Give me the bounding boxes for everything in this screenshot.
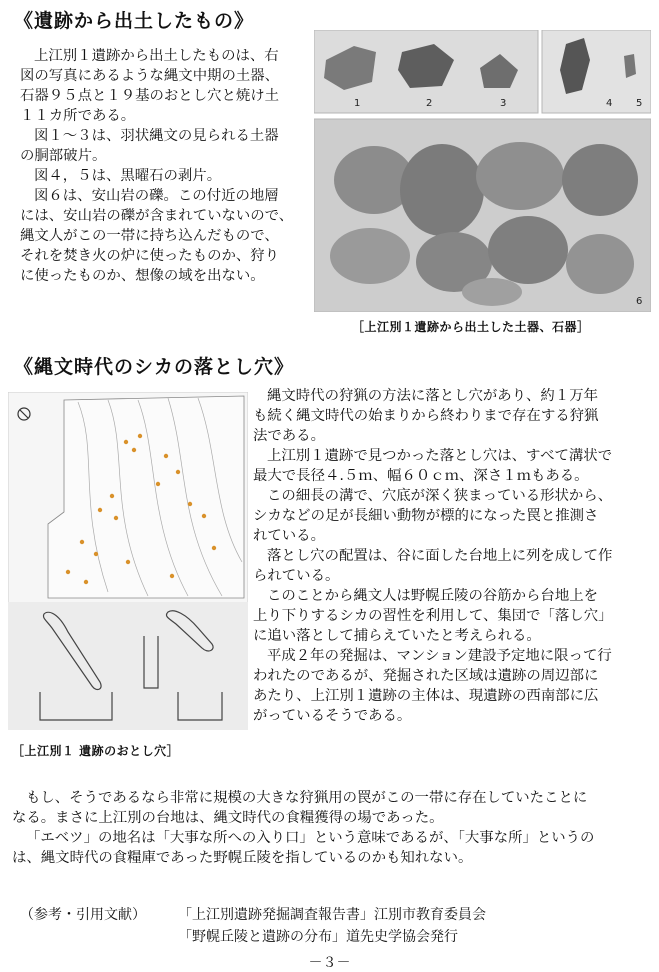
text-line: なる。まさに上江別の台地は、縄文時代の食糧獲得の場であった。 [12, 810, 444, 826]
text-line: われたのであるが、発掘された区域は遺跡の周辺部に [253, 668, 599, 684]
photo-number: 3 [500, 98, 507, 109]
text-line: それを焚き火の炉に使ったものか、狩り [20, 248, 280, 264]
page-number: －３－ [308, 955, 351, 971]
reference-item: 「上江別遺跡発掘調査報告書」江別市教育委員会 [178, 907, 486, 923]
reference-item: 「野幌丘陵と遺跡の分布」道先史学協会発行 [178, 929, 458, 945]
text-line: 最大で長径４.５ｍ、幅６０ｃｍ、深さ１ｍもある。 [253, 468, 589, 484]
references-label: （参考・引用文献） [20, 907, 146, 923]
map-caption: ［上江別１ 遺跡のおとし穴］ [12, 744, 180, 758]
photo-number: 5 [636, 98, 643, 109]
pebble-image [476, 142, 564, 210]
pebble-image [462, 278, 522, 306]
text-line: も続く縄文時代の始まりから終わりまで存在する狩猟 [253, 408, 599, 424]
photo-caption: ［上江別１遺跡から出土した土器、石器］ [352, 320, 590, 334]
pitfall-text [253, 386, 653, 726]
pebble-image [566, 234, 634, 294]
text-line: 図１～３は、羽状縄文の見られる土器 [34, 128, 279, 144]
text-line: 縄文時代の狩猟の方法に落とし穴があり、約１万年 [267, 388, 598, 404]
text-line: 上江別１遺跡で見つかった落とし穴は、すべて溝状で [267, 448, 613, 464]
section-heading-pitfall: 《縄文時代のシカの落とし穴》 [14, 356, 295, 378]
text-line: 縄文人がこの一帯に持ち込んだもので、 [20, 228, 279, 244]
text-line: 落とし穴の配置は、谷に面した台地上に列を成して作 [267, 548, 613, 564]
pebble-image [330, 228, 410, 284]
text-line: れている。 [253, 528, 325, 544]
text-line: 図４，５は、黒曜石の剥片。 [34, 168, 222, 184]
text-line: このことから縄文人は野幌丘陵の谷筋から台地上を [267, 588, 598, 604]
text-line: 平成２年の発掘は、マンション建設予定地に限って行 [267, 648, 612, 664]
section-heading-artifacts: 《遺跡から出土したもの》 [14, 10, 255, 32]
obsidian-5-image [624, 54, 636, 78]
photo-number: 1 [354, 98, 361, 109]
text-line: の胴部破片。 [20, 148, 107, 164]
pebble-image [400, 144, 484, 236]
text-line: 図の写真にあるような縄文中期の土器、 [20, 68, 280, 84]
pebble-image [562, 144, 638, 216]
text-line: シカなどの足が長細い動物が標的になった罠と推測さ [253, 508, 599, 524]
excavation-area-outline [48, 396, 244, 598]
artifact-photos [314, 30, 651, 312]
text-line: 法である。 [253, 428, 325, 444]
text-line: 石器９５点と１９基のおとし穴と焼け土 [20, 88, 280, 104]
text-line: もし、そうであるなら非常に規模の大きな狩猟用の罠がこの一帯に存在していたことに [26, 790, 588, 806]
text-line: に追い落として捕らえていたと考えられる。 [253, 628, 541, 644]
references-list [178, 904, 486, 948]
text-line: には、安山岩の礫が含まれていないので、 [20, 208, 294, 224]
text-line: 図６は、安山岩の礫。この付近の地層 [34, 188, 279, 204]
pebble-image [488, 216, 568, 284]
text-line: この細長の溝で、穴底が深く狭まっている形状から、 [267, 488, 613, 504]
conclusion-text [12, 788, 652, 868]
text-line: は、縄文時代の食糧庫であった野幌丘陵を指しているのかも知れない。 [12, 850, 473, 866]
text-line: １１カ所である。 [20, 108, 136, 124]
photo-number: 4 [606, 98, 613, 109]
text-line: られている。 [253, 568, 340, 584]
artifacts-text [20, 46, 312, 286]
pit-drawing-panel [8, 602, 248, 730]
text-line: 「エベツ」の地名は「大事な所への入り口」という意味であるが、「大事な所」というの [26, 830, 595, 846]
photo-number: 6 [636, 296, 643, 307]
photo-number: 2 [426, 98, 433, 109]
text-line: がっているそうである。 [253, 708, 412, 724]
text-line: あたり、上江別１遺跡の主体は、現遺跡の西南部に広 [253, 688, 599, 704]
text-line: 上江別１遺跡から出土したものは、右 [34, 48, 279, 64]
text-line: に使ったものか、想像の域を出ない。 [20, 268, 265, 284]
pitfall-map [8, 392, 248, 730]
text-line: 上り下りするシカの習性を利用して、集団で「落し穴」 [253, 608, 613, 624]
